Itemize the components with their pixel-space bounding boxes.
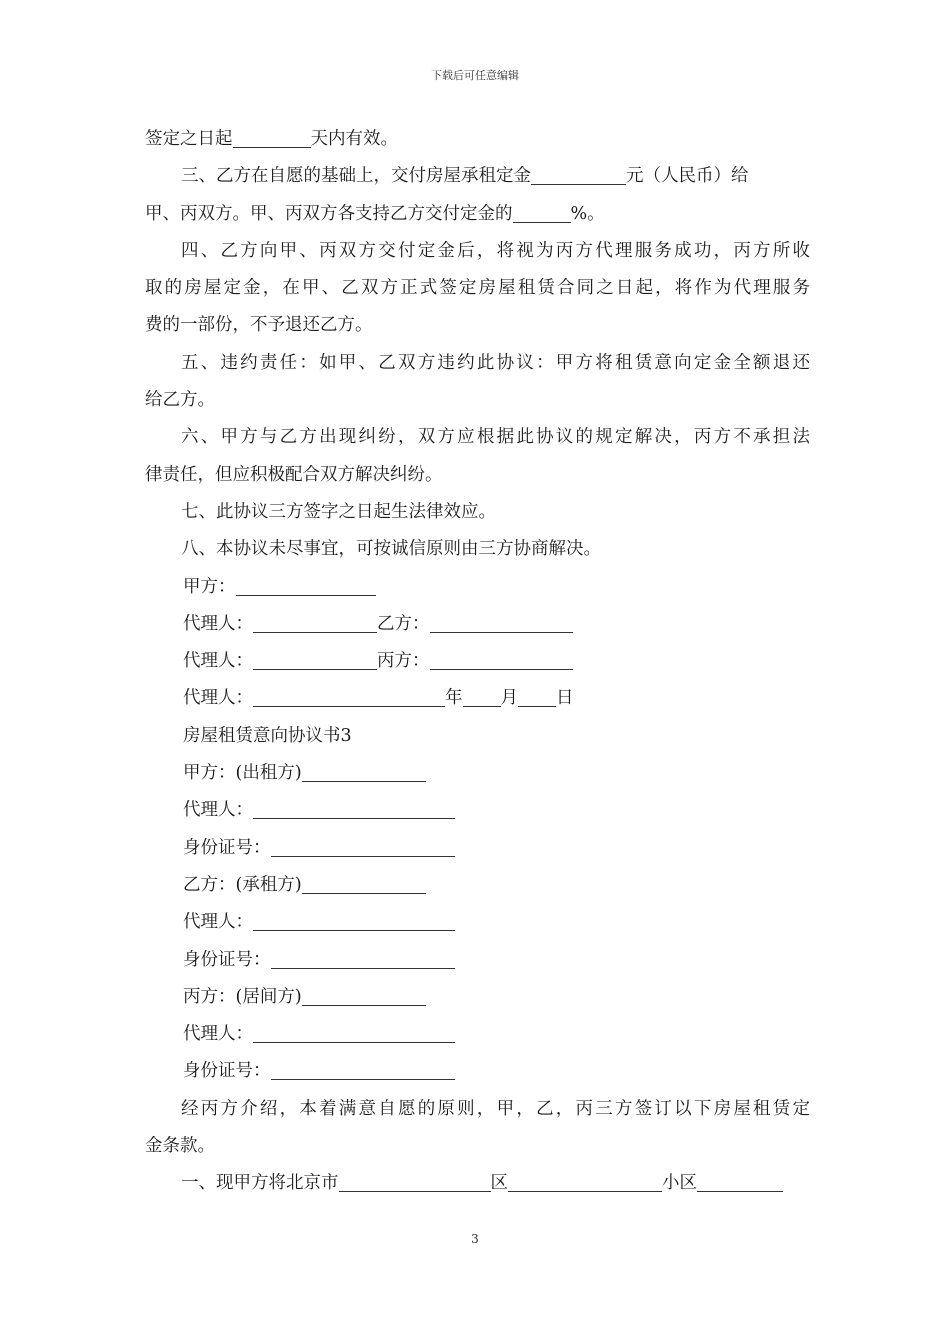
paragraph-line xyxy=(145,121,810,158)
paragraph-line: 费的一部份，不予退还乙方。 xyxy=(145,315,373,336)
signature-blank[interactable] xyxy=(430,649,573,670)
text-run: 元（人民币）给 xyxy=(626,166,749,187)
party-line-id xyxy=(145,830,810,867)
text-run: 天内有效。 xyxy=(310,129,398,149)
signature-blank[interactable] xyxy=(253,686,445,707)
paragraph-line: 金条款。 xyxy=(145,1136,215,1157)
fill-blank[interactable] xyxy=(302,761,426,782)
label: 身份证号： xyxy=(183,949,271,970)
signature-blank[interactable] xyxy=(253,612,377,633)
text-run: 区 xyxy=(490,1173,508,1194)
text-run: 三、乙方在自愿的基础上，交付房屋承租定金 xyxy=(181,166,531,187)
party-line-jia xyxy=(145,755,810,792)
label: 年 xyxy=(445,688,463,709)
text-run: 小区 xyxy=(662,1173,697,1194)
fill-blank[interactable] xyxy=(513,202,571,223)
fill-blank[interactable] xyxy=(253,1022,455,1043)
paragraph-line: 六、甲方与乙方出现纠纷，双方应根据此协议的规定解决，丙方不承担法 xyxy=(181,427,810,448)
paragraph-line xyxy=(145,1165,810,1202)
paragraph-line: 取的房屋定金，在甲、乙双方正式签定房屋租赁合同之日起，将作为代理服务 xyxy=(145,278,810,299)
text-run: 一、现甲方将北京市 xyxy=(181,1173,339,1194)
label: 乙方：(承租方) xyxy=(183,874,302,895)
fill-blank[interactable] xyxy=(508,1171,662,1192)
label: 代理人： xyxy=(183,613,253,634)
label: 代理人： xyxy=(183,651,253,672)
label: 日 xyxy=(556,688,574,709)
text-run: 签定之日起 xyxy=(145,129,233,149)
label: 代理人： xyxy=(183,800,253,821)
label: 丙方： xyxy=(377,651,430,672)
label: 代理人： xyxy=(183,912,253,933)
fill-blank[interactable] xyxy=(253,910,455,931)
document-body xyxy=(145,121,810,1203)
fill-blank[interactable] xyxy=(302,985,426,1006)
fill-blank[interactable] xyxy=(233,127,311,148)
paragraph-line xyxy=(145,196,810,233)
fill-blank[interactable] xyxy=(271,836,455,857)
section-title: 房屋租赁意向协议书3 xyxy=(183,725,352,746)
signature-blank[interactable] xyxy=(236,575,376,596)
party-line-agent xyxy=(145,1016,810,1053)
fill-blank[interactable] xyxy=(697,1171,783,1192)
label: 代理人： xyxy=(183,688,253,709)
party-line-bing xyxy=(145,979,810,1016)
label: 月 xyxy=(500,688,518,709)
party-line-agent xyxy=(145,904,810,941)
paragraph-line: 四、乙方向甲、丙双方交付定金后，将视为丙方代理服务成功，丙方所收 xyxy=(181,240,810,261)
party-line-agent xyxy=(145,792,810,829)
label: 身份证号： xyxy=(183,1061,271,1082)
label: 代理人： xyxy=(183,1024,253,1045)
party-line-id xyxy=(145,1053,810,1090)
paragraph-line: 五、违约责任：如甲、乙双方违约此协议：甲方将租赁意向定金全额退还 xyxy=(181,352,810,373)
date-blank[interactable] xyxy=(518,686,556,707)
fill-blank[interactable] xyxy=(339,1171,491,1192)
paragraph-line xyxy=(145,158,810,195)
fill-blank[interactable] xyxy=(531,164,626,185)
party-line-yi xyxy=(145,867,810,904)
label: 丙方：(居间方) xyxy=(183,986,302,1007)
paragraph-line: 律责任，但应积极配合双方解决纠纷。 xyxy=(145,464,443,485)
label: 乙方： xyxy=(377,613,430,634)
fill-blank[interactable] xyxy=(253,798,455,819)
signature-line-agent-bing xyxy=(145,643,810,680)
fill-blank[interactable] xyxy=(302,873,426,894)
paragraph-line: 七、此协议三方签字之日起生法律效应。 xyxy=(181,501,496,522)
text-run: %。 xyxy=(570,203,605,224)
paragraph-line: 给乙方。 xyxy=(145,390,215,411)
text-run: 甲、丙双方。甲、丙双方各支持乙方交付定金的 xyxy=(145,203,513,224)
fill-blank[interactable] xyxy=(271,1059,455,1080)
page-number: 3 xyxy=(471,1232,479,1246)
date-blank[interactable] xyxy=(463,686,501,707)
signature-line-jia xyxy=(145,569,810,606)
paragraph-line: 经丙方介绍，本着满意自愿的原则，甲，乙，丙三方签订以下房屋租赁定 xyxy=(181,1098,810,1119)
signature-line-date xyxy=(145,680,810,717)
label: 甲方：(出租方) xyxy=(183,763,302,784)
signature-blank[interactable] xyxy=(430,612,573,633)
label: 甲方： xyxy=(183,576,236,597)
page-header: 下载后可任意编辑 xyxy=(431,69,519,82)
party-line-id xyxy=(145,942,810,979)
paragraph-line: 八、本协议未尽事宜，可按诚信原则由三方协商解决。 xyxy=(181,539,601,560)
signature-line-agent-yi xyxy=(145,606,810,643)
label: 身份证号： xyxy=(183,837,271,858)
signature-blank[interactable] xyxy=(253,649,377,670)
fill-blank[interactable] xyxy=(271,948,455,969)
